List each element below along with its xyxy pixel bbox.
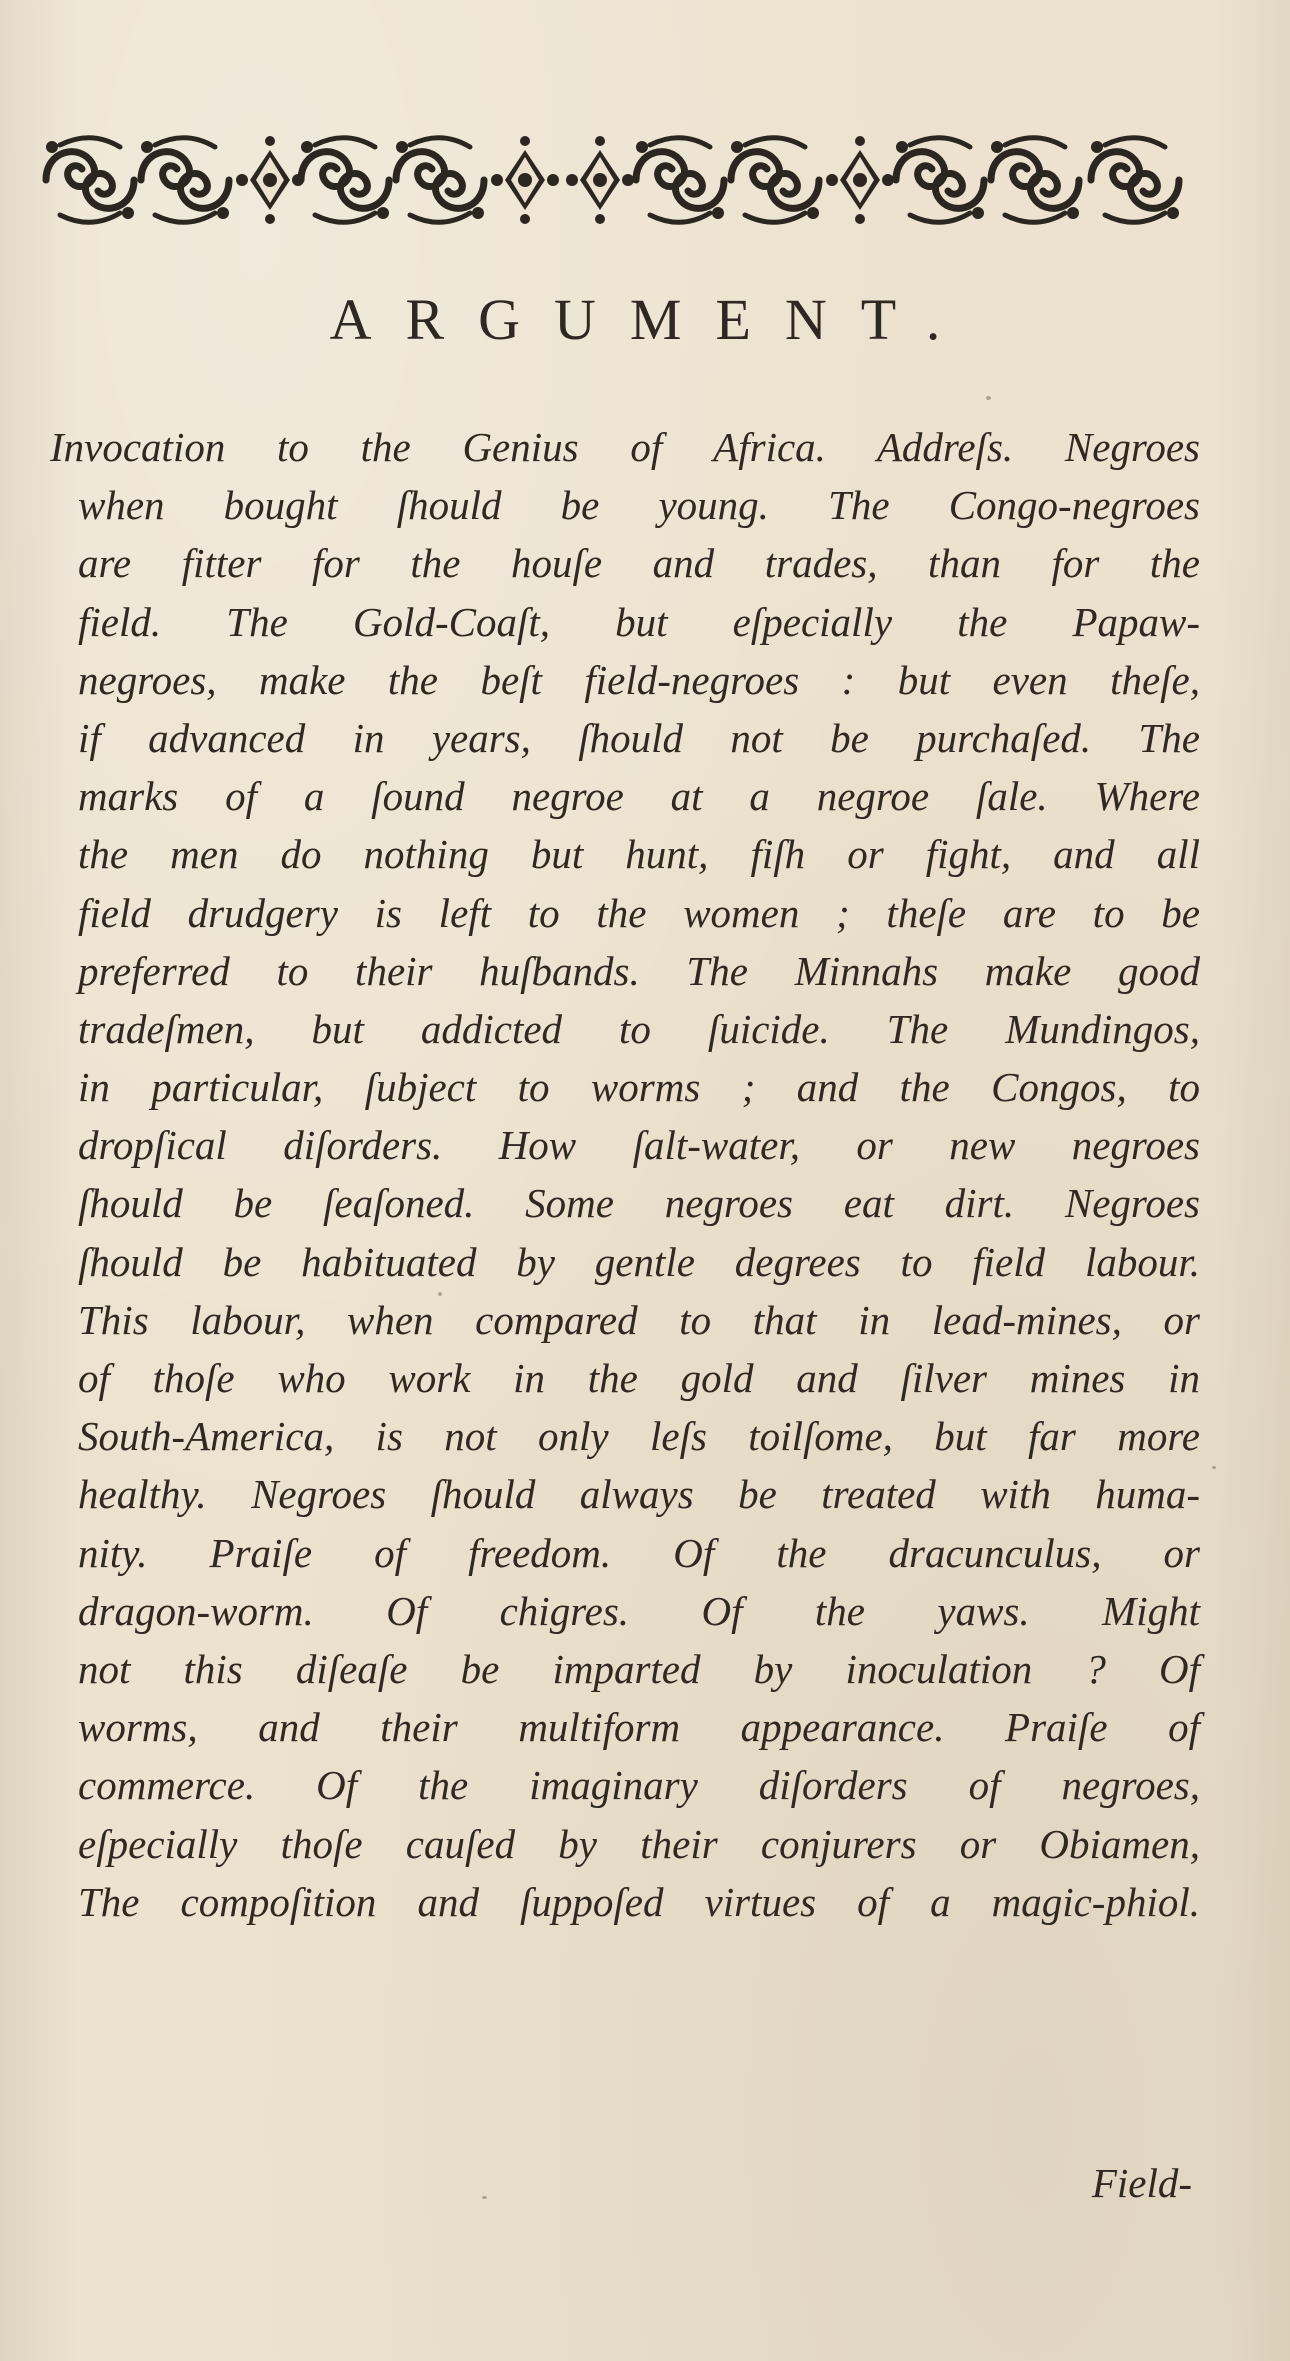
text-line: The compoſition and ſuppoſed virtues of a magic-phiol. bbox=[78, 1878, 1200, 1925]
text-line: dragon-worm. Of chigres. Of the yaws. Might bbox=[78, 1587, 1200, 1634]
text-line: healthy. Negroes ſhould always be treated with huma- bbox=[78, 1471, 1200, 1518]
text-line: worms, and their multiform appearance. Praiſe of bbox=[78, 1704, 1200, 1751]
paper-speck bbox=[986, 396, 991, 400]
text-line: when bought ſhould be young. The Congo-negroes bbox=[78, 482, 1200, 529]
text-line: of thoſe who work in the gold and ſilver mines in bbox=[78, 1355, 1200, 1401]
decorative-headpiece-border bbox=[40, 125, 1190, 235]
text-line: ſhould be ſeaſoned. Some negroes eat dirt. Negroes bbox=[78, 1180, 1200, 1227]
paper-speck bbox=[438, 1292, 442, 1296]
text-line: field drudgery is left to the women ; theſe are to be bbox=[78, 889, 1200, 936]
text-line: marks of a ſound negroe at a negroe ſale. Where bbox=[78, 773, 1200, 820]
text-line: South-America, is not only leſs toilſome, but far more bbox=[78, 1413, 1200, 1460]
text-line: commerce. Of the imaginary diſorders of negroes, bbox=[78, 1762, 1200, 1809]
text-line: Invocation to the Genius of Africa. Addreſs. Negroes bbox=[50, 424, 1200, 470]
text-line: not this diſeaſe be imparted by inoculation ? Of bbox=[78, 1645, 1200, 1692]
catchword: Field- bbox=[1091, 2160, 1192, 2206]
text-line: field. The Gold-Coaſt, but eſpecially the Papaw- bbox=[78, 598, 1200, 645]
section-heading: ARGUMENT. bbox=[329, 287, 975, 352]
text-line: eſpecially thoſe cauſed by their conjurers or Obiamen, bbox=[78, 1820, 1200, 1867]
paper-speck bbox=[1212, 1466, 1216, 1469]
text-line: are fitter for the houſe and trades, than for the bbox=[78, 540, 1200, 587]
text-line: the men do nothing but hunt, fiſh or fight, and all bbox=[78, 831, 1200, 878]
text-line: tradeſmen, but addicted to ſuicide. The Mundingos, bbox=[78, 1005, 1200, 1052]
text-line: if advanced in years, ſhould not be purchaſed. The bbox=[78, 714, 1200, 761]
text-line: This labour, when compared to that in lead-mines, or bbox=[78, 1296, 1200, 1343]
text-line: in particular, ſubject to worms ; and the Congos, to bbox=[78, 1064, 1200, 1111]
text-line: negroes, make the beſt field-negroes : but even theſe, bbox=[78, 656, 1200, 703]
argument-text bbox=[50, 418, 1200, 1931]
text-line: nity. Praiſe of freedom. Of the dracunculus, or bbox=[78, 1529, 1200, 1576]
text-line: ſhould be habituated by gentle degrees to field labour. bbox=[78, 1238, 1200, 1285]
text-line: preferred to their huſbands. The Minnahs make good bbox=[78, 947, 1200, 994]
paper-speck bbox=[482, 2196, 487, 2199]
text-line: dropſical diſorders. How ſalt-water, or new negroes bbox=[78, 1122, 1200, 1169]
